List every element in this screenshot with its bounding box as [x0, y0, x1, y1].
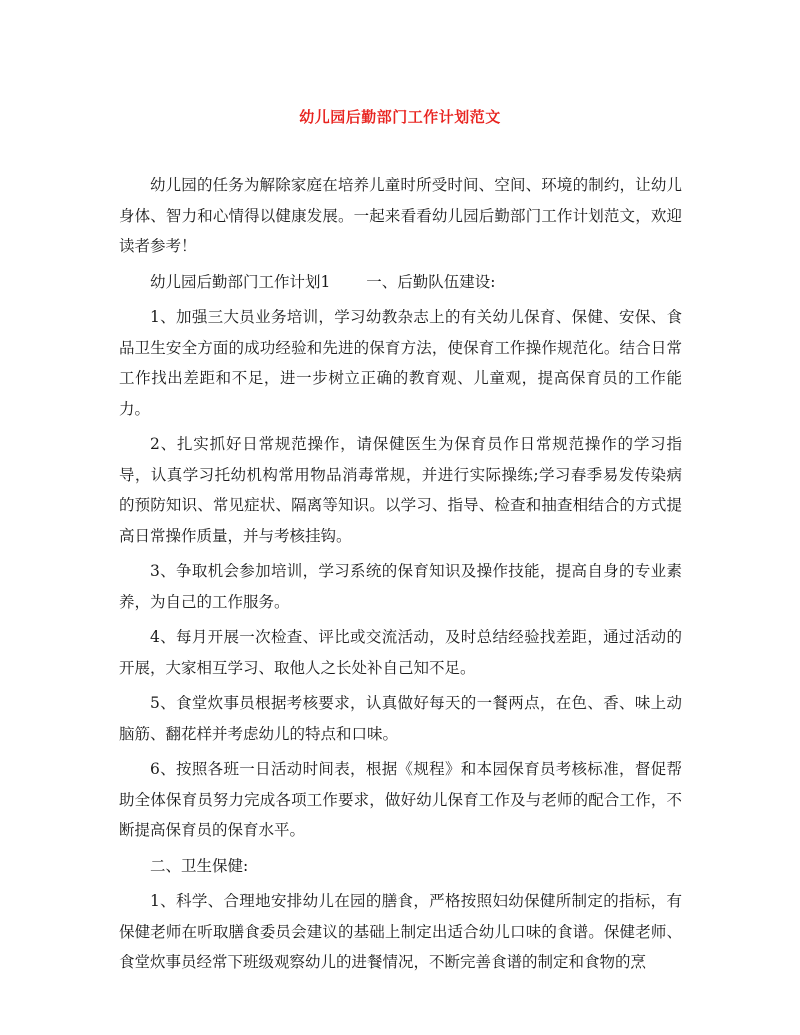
document-body	[119, 170, 682, 978]
paragraph-section-heading: 二、卫生保健:	[150, 856, 249, 875]
paragraph-item-3: 3、争取机会参加培训，学习系统的保育知识及操作技能，提高自身的专业素养，为自己的工作服务。	[119, 562, 682, 611]
paragraph-item-6: 6、按照各班一日活动时间表，根据《规程》和本园保育员考核标准，督促帮助全体保育员努力完成各项工作要求，做好幼儿保育工作及与老师的配合工作，不断提高保育员的保育水平。	[119, 760, 682, 839]
paragraph-item-1: 1、加强三大员业务培训，学习幼教杂志上的有关幼儿保育、保健、安保、食品卫生安全方面的成功经验和先进的保育方法，使保育工作操作规范化。结合日常工作找出差距和不足，进一步树立正确的教育观、儿童观，提高保育员的工作能力。	[119, 308, 682, 418]
paragraph-intro: 幼儿园的任务为解除家庭在培养儿童时所受时间、空间、环境的制约，让幼儿身体、智力和心情得以健康发展。一起来看看幼儿园后勤部门工作计划范文，欢迎读者参考！	[119, 176, 682, 255]
paragraph-plan-heading: 幼儿园后勤部门工作计划1 一、后勤队伍建设:	[150, 272, 496, 291]
paragraph-health-item-1: 1、科学、合理地安排幼儿在园的膳食，严格按照妇幼保健所制定的指标，有保健老师在听取膳食委员会建议的基础上制定出适合幼儿口味的食谱。保健老师、食堂炊事员经常下班级观察幼儿的进餐情况，不断完善食谱的制定和食物的烹	[119, 892, 682, 971]
paragraph-item-5: 5、食堂炊事员根据考核要求，认真做好每天的一餐两点，在色、香、味上动脑筋、翻花样并考虑幼儿的特点和口味。	[119, 694, 682, 743]
paragraph-item-4: 4、每月开展一次检查、评比或交流活动，及时总结经验找差距，通过活动的开展，大家相互学习、取他人之长处补自己知不足。	[119, 628, 682, 677]
paragraph-item-2: 2、扎实抓好日常规范操作，请保健医生为保育员作日常规范操作的学习指导，认真学习托幼机构常用物品消毒常规，并进行实际操练;学习春季易发传染病的预防知识、常见症状、隔离等知识。以学习、指导、检查和抽查相结合的方式提高日常操作质量，并与考核挂钩。	[119, 435, 682, 545]
document-title: 幼儿园后勤部门工作计划范文	[299, 108, 501, 126]
